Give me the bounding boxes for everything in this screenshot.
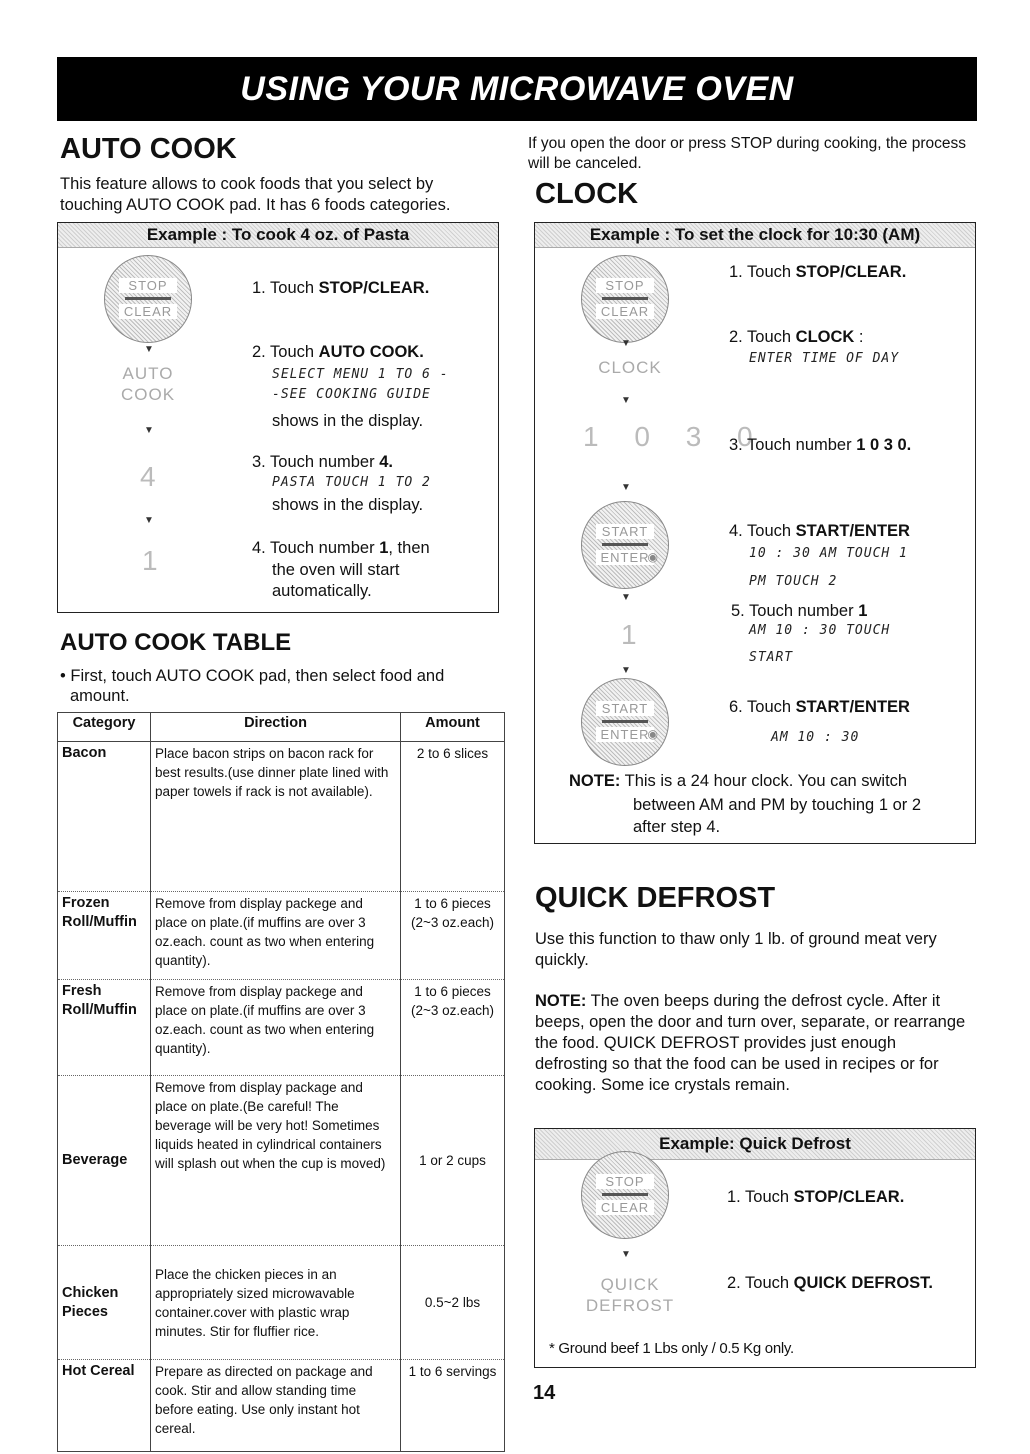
step-key: STOP/CLEAR.	[793, 1188, 905, 1206]
step-key: STOP/CLEAR.	[795, 263, 907, 281]
auto-step-4	[252, 538, 430, 560]
stop-label: STOP	[596, 278, 654, 293]
quick-defrost-example-box	[534, 1128, 976, 1368]
table-bullet-line1: • First, touch AUTO COOK pad, then select food and	[60, 667, 445, 685]
auto-cook-intro: This feature allows to cook foods that you select by touching AUTO COOK pad. It has 6 foods categories.	[60, 175, 451, 214]
auto-cook-pad-line2: COOK	[120, 385, 176, 404]
enter-label: ENTER	[596, 550, 654, 565]
auto-step-2-suffix: shows in the display.	[272, 412, 424, 430]
auto-cook-example-box	[57, 222, 499, 613]
quick-defrost-intro: Use this function to thaw only 1 lb. of ground meat very quickly.	[535, 930, 937, 969]
step-key: CLOCK	[795, 328, 855, 346]
row-category: Hot Cereal	[58, 1360, 151, 1452]
row-amount: 1 to 6 pieces (2~3 oz.each)	[401, 980, 505, 1076]
down-arrow-icon: ▼	[621, 592, 631, 603]
stop-clear-button[interactable]	[104, 255, 192, 343]
step-text: 1. Touch	[252, 279, 319, 297]
clock-step-1	[729, 262, 906, 284]
row-amount: 2 to 6 slices	[401, 742, 505, 892]
row-direction: Remove from display packege and place on plate.(if muffins are over 3 oz.each. count as two when entering quantity).	[151, 980, 401, 1076]
step-key: START/ENTER	[795, 522, 910, 540]
divider-bar	[602, 297, 648, 300]
clock-example-title: Example : To set the clock for 10:30 (AM)	[535, 223, 975, 248]
clock-step-3	[729, 435, 911, 457]
auto-step-4-line3: automatically.	[272, 582, 372, 600]
number-4-key[interactable]: 4	[140, 461, 170, 492]
number-1-key[interactable]: 1	[142, 545, 172, 576]
clock-step-5	[731, 601, 867, 623]
row-direction: Place the chicken pieces in an appropriately sized microwavable container.cover with plastic wrap minutes. Stir for fluffier rice.	[151, 1246, 401, 1360]
clock-note-line3: after step 4.	[633, 818, 721, 836]
display-readout: START	[749, 650, 794, 665]
clear-label: CLEAR	[596, 304, 654, 319]
step-text: 3. Touch number	[729, 436, 857, 454]
clear-label: CLEAR	[119, 304, 177, 319]
lock-icon: ◉	[647, 550, 658, 564]
down-arrow-icon: ▼	[621, 1249, 631, 1260]
step-text: 2. Touch	[252, 343, 319, 361]
down-arrow-icon: ▼	[621, 395, 631, 406]
row-category: Beverage	[58, 1076, 151, 1246]
row-category: Frozen Roll/Muffin	[58, 892, 151, 980]
auto-step-3-suffix: shows in the display.	[272, 496, 424, 514]
note-text: This is a 24 hour clock. You can switch	[620, 772, 908, 790]
quick-defrost-example-title: Example: Quick Defrost	[535, 1129, 975, 1160]
step-text: 1. Touch	[729, 263, 796, 281]
step-text: 4. Touch	[729, 522, 796, 540]
display-readout: -SEE COOKING GUIDE	[272, 387, 431, 402]
enter-label: ENTER	[596, 727, 654, 742]
display-readout: AM 10 : 30	[771, 730, 860, 745]
start-label: START	[596, 701, 654, 716]
auto-cook-pad-line1: AUTO	[122, 364, 174, 383]
start-label: START	[596, 524, 654, 539]
clock-pad[interactable]: CLOCK	[598, 358, 662, 377]
auto-step-3	[252, 452, 393, 474]
note-label: NOTE:	[535, 992, 587, 1010]
auto-step-1	[252, 278, 429, 300]
clock-title: CLOCK	[535, 178, 639, 210]
header-direction: Direction	[151, 713, 401, 742]
table-row	[58, 980, 505, 1076]
display-readout: PM TOUCH 2	[749, 574, 838, 589]
auto-cook-table-title: AUTO COOK TABLE	[60, 629, 292, 656]
start-enter-button[interactable]	[581, 678, 669, 766]
row-amount: 0.5~2 lbs	[401, 1246, 505, 1360]
number-keys-1030[interactable]: 1 0 3 0	[583, 421, 767, 452]
step-text: 2. Touch	[727, 1274, 794, 1292]
table-row	[58, 892, 505, 980]
clock-step-2	[729, 327, 864, 349]
step-text: 4. Touch number	[252, 539, 380, 557]
clock-step-4	[729, 521, 910, 543]
table-row	[58, 1360, 505, 1452]
display-readout: AM 10 : 30 TOUCH	[749, 623, 891, 638]
row-direction: Prepare as directed on package and cook. Stir and allow standing time before eating. Use only instant hot cereal.	[151, 1360, 401, 1452]
row-category: Fresh Roll/Muffin	[58, 980, 151, 1076]
step-text: :	[854, 328, 864, 346]
row-direction: Remove from display package and place on plate.(Be careful! The beverage will be very hot! Sometimes liquids heated in cylindrical containers will splash out when the cup is moved)	[151, 1076, 401, 1246]
quick-defrost-pad-line1: QUICK	[600, 1275, 660, 1294]
lock-icon: ◉	[647, 727, 658, 741]
display-readout: ENTER TIME OF DAY	[749, 351, 900, 366]
down-arrow-icon: ▼	[144, 425, 154, 436]
header-category: Category	[58, 713, 151, 742]
row-amount: 1 to 6 servings	[401, 1360, 505, 1452]
divider-bar	[602, 543, 648, 546]
step-key: START/ENTER	[795, 698, 910, 716]
quick-defrost-pad[interactable]	[565, 1274, 695, 1316]
down-arrow-icon: ▼	[621, 482, 631, 493]
stop-label: STOP	[119, 278, 177, 293]
row-amount: 1 or 2 cups	[401, 1076, 505, 1246]
down-arrow-icon: ▼	[144, 344, 154, 355]
step-key: QUICK DEFROST.	[793, 1274, 934, 1292]
note-text: The oven beeps during the defrost cycle. After it beeps, open the door and turn over, separate, or rearrange the food. QUICK DEFROST provides just enough defrosting so that the food can be used in recipes or for cooking. Some ice crystals remain.	[535, 992, 966, 1094]
page-banner: USING YOUR MICROWAVE OVEN	[57, 57, 977, 121]
auto-cook-title: AUTO COOK	[60, 133, 237, 165]
auto-step-4-line2: the oven will start	[272, 561, 400, 579]
stop-clear-button[interactable]	[581, 255, 669, 343]
stop-clear-button[interactable]	[581, 1151, 669, 1239]
number-1-key[interactable]: 1	[621, 619, 651, 650]
quick-defrost-note	[535, 991, 967, 1096]
note-label: NOTE:	[569, 772, 621, 790]
table-row	[58, 1246, 505, 1360]
header-amount: Amount	[401, 713, 505, 742]
clock-note-line2: between AM and PM by touching 1 or 2	[633, 796, 922, 814]
table-bullet-line2: amount.	[70, 687, 130, 705]
quick-defrost-pad-line2: DEFROST	[585, 1296, 675, 1315]
defrost-footnote: * Ground beef 1 Lbs only / 0.5 Kg only.	[549, 1340, 794, 1357]
quick-defrost-title: QUICK DEFROST	[535, 882, 776, 914]
display-readout: SELECT MENU 1 TO 6 -	[272, 367, 449, 382]
auto-cook-table	[57, 712, 505, 1452]
clock-note	[569, 771, 907, 793]
row-amount: 1 to 6 pieces (2~3 oz.each)	[401, 892, 505, 980]
clear-label: CLEAR	[596, 1200, 654, 1215]
row-category: Chicken Pieces	[58, 1246, 151, 1360]
table-header-row	[58, 713, 505, 742]
auto-step-2	[252, 342, 424, 364]
display-readout: 10 : 30 AM TOUCH 1	[749, 546, 908, 561]
step-text: , then	[388, 539, 430, 557]
step-key: AUTO COOK.	[318, 343, 424, 361]
down-arrow-icon: ▼	[621, 338, 631, 349]
clock-example-box	[534, 222, 976, 844]
defrost-step-2	[727, 1273, 933, 1295]
step-text: 6. Touch	[729, 698, 796, 716]
step-key: 1 0 3 0.	[856, 436, 912, 454]
table-row	[58, 1076, 505, 1246]
table-row	[58, 742, 505, 892]
step-text: 5. Touch number	[731, 602, 859, 620]
divider-bar	[602, 1193, 648, 1196]
down-arrow-icon: ▼	[621, 665, 631, 676]
defrost-step-1	[727, 1187, 904, 1209]
divider-bar	[125, 297, 171, 300]
step-text: 1. Touch	[727, 1188, 794, 1206]
page-number: 14	[533, 1382, 556, 1404]
start-enter-button[interactable]	[581, 501, 669, 589]
step-key: STOP/CLEAR.	[318, 279, 430, 297]
row-direction: Place bacon strips on bacon rack for best results.(use dinner plate lined with paper towels if rack is not available).	[151, 742, 401, 892]
row-direction: Remove from display packege and place on plate.(if muffins are over 3 oz.each. count as two when entering quantity).	[151, 892, 401, 980]
step-key: 1	[858, 602, 868, 620]
auto-cook-example-title: Example : To cook 4 oz. of Pasta	[58, 223, 498, 248]
auto-cook-pad[interactable]	[98, 363, 198, 405]
stop-label: STOP	[596, 1174, 654, 1189]
step-key: 4.	[379, 453, 393, 471]
row-category: Bacon	[58, 742, 151, 892]
display-readout: PASTA TOUCH 1 TO 2	[272, 475, 431, 490]
cancel-note: If you open the door or press STOP during cooking, the process will be canceled.	[528, 135, 966, 172]
step-text: 3. Touch number	[252, 453, 380, 471]
clock-step-6	[729, 697, 910, 719]
step-text: 2. Touch	[729, 328, 796, 346]
down-arrow-icon: ▼	[144, 515, 154, 526]
divider-bar	[602, 720, 648, 723]
step-key: 1	[379, 539, 389, 557]
